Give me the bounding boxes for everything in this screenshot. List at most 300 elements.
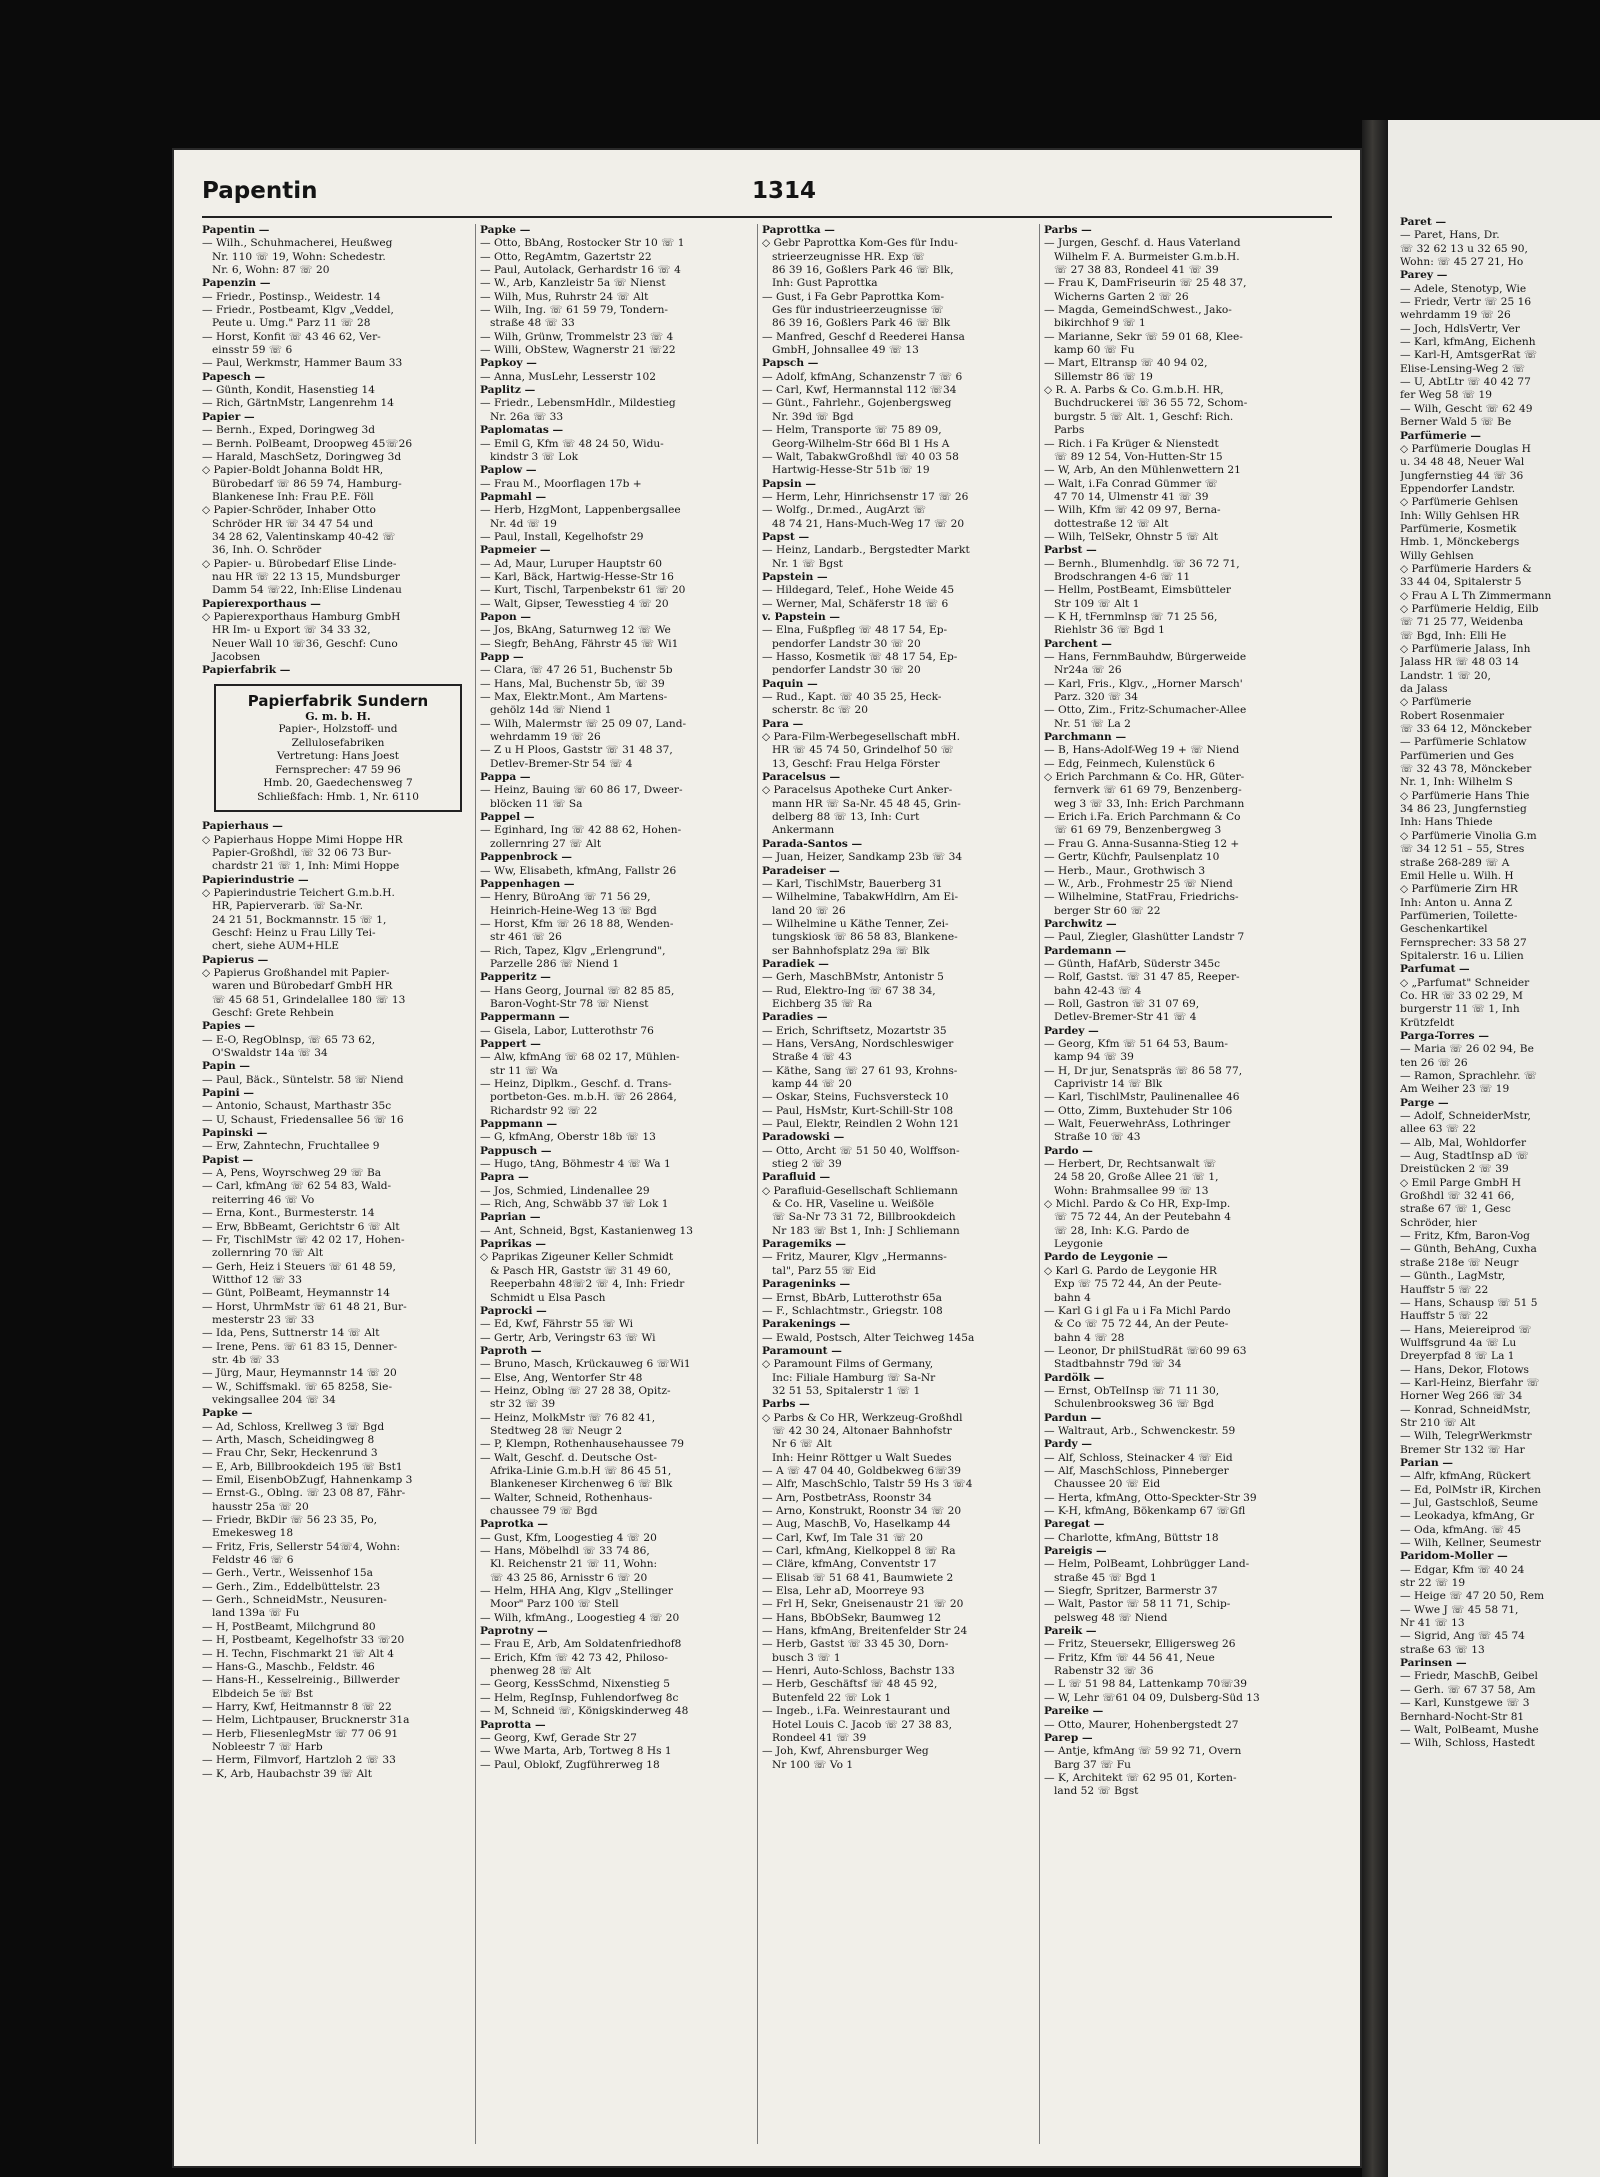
directory-entry-line: HR ☏ 45 74 50, Grindelhof 50 ☏ <box>772 744 954 757</box>
directory-entry-line: mesterstr 23 ☏ 33 <box>212 1313 315 1326</box>
header-rule <box>202 216 1332 218</box>
directory-entry-line: Landstr. 1 ☏ 20, <box>1400 669 1491 682</box>
surname-heading: Papsch — <box>762 357 819 370</box>
directory-entry-line: Hmb. 1, Mönckebergs <box>1400 536 1520 549</box>
directory-entry-line: — Magda, GemeindSchwest., Jako- <box>1044 304 1232 317</box>
directory-entry-line: — Fritz, Steuersekr, Elligersweg 26 <box>1044 1638 1236 1651</box>
column-3 <box>762 224 1034 2154</box>
directory-entry-line: ☏ Sa-Nr 73 31 72, Billbrookdeich <box>772 1211 956 1224</box>
directory-entry-line: ☏ 45 68 51, Grindelallee 180 ☏ 13 <box>212 993 406 1006</box>
directory-entry-line: ☏ 32 62 13 u 32 65 90, <box>1400 242 1528 255</box>
directory-entry-line: Nr 41 ☏ 13 <box>1400 1617 1465 1630</box>
directory-entry-line: — Walt, i.Fa Conrad Gümmer ☏ <box>1044 477 1218 490</box>
surname-heading: Parey — <box>1400 269 1448 282</box>
directory-entry-line: Berner Wald 5 ☏ Be <box>1400 416 1512 429</box>
directory-entry-line: — Alw, kfmAng ☏ 68 02 17, Mühlen- <box>480 1051 680 1064</box>
directory-entry-line: ◇ Paramount Films of Germany, <box>762 1358 934 1371</box>
directory-entry-line: — Helm, Transporte ☏ 75 89 09, <box>762 424 942 437</box>
surname-heading: Pardo de Leygonie — <box>1044 1251 1168 1264</box>
directory-entry-line: — Paul, Oblokf, Zugführerweg 18 <box>480 1758 660 1771</box>
directory-entry-line: ◇ Papierus Großhandel mit Papier- <box>202 966 390 979</box>
directory-entry-line: — Fritz, Maurer, Klgv „Hermanns- <box>762 1251 947 1264</box>
directory-entry-line: — Hans, Meiereiprod ☏ <box>1400 1323 1532 1336</box>
directory-entry-line: Sillemstr 86 ☏ 19 <box>1054 370 1153 383</box>
directory-entry-line: — Wilhelmine, TabakwHdlrn, Am Ei- <box>762 891 959 904</box>
directory-entry-line: — Herb, FliesenlegMstr ☏ 77 06 91 <box>202 1727 399 1740</box>
directory-entry-line: — Edgar, Kfm ☏ 40 24 <box>1400 1563 1525 1576</box>
directory-entry-line: Geschenkartikel <box>1400 923 1488 936</box>
directory-entry-line: Afrika-Linie G.m.b.H ☏ 86 45 51, <box>490 1464 672 1477</box>
directory-entry-line: Schulenbrooksweg 36 ☏ Bgd <box>1054 1398 1215 1411</box>
directory-entry-line: — Erna, Kont., Burmesterstr. 14 <box>202 1207 375 1220</box>
directory-entry-line: — Alf, MaschSchloss, Pinneberger <box>1044 1464 1229 1477</box>
directory-entry-line: — Wilh, Gescht ☏ 62 49 <box>1400 402 1533 415</box>
directory-entry-line: — Rud, Elektro-Ing ☏ 67 38 34, <box>762 984 936 997</box>
directory-entry-line: kamp 60 ☏ Fu <box>1054 344 1135 357</box>
directory-entry-line: — Erich, Kfm ☏ 42 73 42, Philoso- <box>480 1651 668 1664</box>
directory-entry-line: — Juan, Heizer, Sandkamp 23b ☏ 34 <box>762 851 963 864</box>
directory-entry-line: — L ☏ 51 98 84, Lattenkamp 70☏39 <box>1044 1678 1247 1691</box>
directory-entry-line: ☏ 28, Inh: K.G. Pardo de <box>1054 1224 1190 1237</box>
surname-heading: Papentin — <box>202 224 270 236</box>
directory-entry-line: — Hugo, tAng, Böhmestr 4 ☏ Wa 1 <box>480 1158 671 1171</box>
directory-entry-line: pendorfer Landstr 30 ☏ 20 <box>772 637 921 650</box>
directory-entry-line: — Adolf, SchneiderMstr, <box>1400 1110 1531 1123</box>
surname-heading: Paplomatas — <box>480 424 564 437</box>
column-divider <box>475 224 476 2144</box>
directory-entry-line: Rondeel 41 ☏ 39 <box>772 1731 867 1744</box>
directory-entry-line: str 32 ☏ 39 <box>490 1398 556 1411</box>
directory-entry-line: Detlev-Bremer-Str 41 ☏ 4 <box>1054 1011 1197 1024</box>
surname-heading: Paregat — <box>1044 1518 1105 1531</box>
directory-entry-line: ◇ R. A. Parbs & Co. G.m.b.H. HR, <box>1044 384 1224 397</box>
directory-entry-line: Co. HR ☏ 33 02 29, M <box>1400 989 1523 1002</box>
directory-entry-line: — Friedr., Postbeamt, Klgv „Veddel, <box>202 304 394 317</box>
directory-entry-line: portbeton-Ges. m.b.H. ☏ 26 2864, <box>490 1091 677 1104</box>
directory-entry-line: Geschf: Grete Rehbein <box>212 1007 334 1019</box>
directory-entry-line: — K, Architekt ☏ 62 95 01, Korten- <box>1044 1771 1237 1784</box>
directory-entry-line: 24 21 51, Bockmannstr. 15 ☏ 1, <box>212 913 387 926</box>
directory-entry-line: Elise-Lensing-Weg 2 ☏ <box>1400 362 1526 375</box>
directory-entry-line: waren und Bürobedarf GmbH HR <box>212 980 393 993</box>
surname-heading: Papier — <box>202 410 255 423</box>
directory-entry-line: — Horst, Konfit ☏ 43 46 62, Ver- <box>202 330 381 343</box>
directory-entry-line: — Arn, PostbetrAss, Roonstr 34 <box>762 1491 932 1504</box>
directory-entry-line: straße 48 ☏ 33 <box>490 317 575 330</box>
directory-entry-line: — Aug, StadtInsp aD ☏ <box>1400 1150 1529 1163</box>
directory-entry-line: — Günt., Fahrlehr., Gojenbergsweg <box>762 397 952 410</box>
surname-heading: Papke — <box>480 224 531 236</box>
directory-entry-line: phenweg 28 ☏ Alt <box>490 1665 591 1678</box>
surname-heading: Paradiek — <box>762 957 829 970</box>
directory-entry-line: einsstr 59 ☏ 6 <box>212 344 293 357</box>
directory-entry-line: — Harald, MaschSetz, Doringweg 3d <box>202 450 402 463</box>
directory-entry-line: — Ed, PolMstr iR, Kirchen <box>1400 1483 1541 1496</box>
directory-entry-line: chardstr 21 ☏ 1, Inh: Mimi Hoppe <box>212 860 400 873</box>
directory-entry-line: — Bernh., Blumenhdlg. ☏ 36 72 71, <box>1044 557 1240 570</box>
directory-entry-line: chert, siehe AUM+HLE <box>212 940 339 953</box>
directory-entry-line: Leygonie <box>1054 1238 1103 1251</box>
directory-entry-line: — Wilh, TelegrWerkmstr <box>1400 1430 1532 1443</box>
directory-entry-line: — Siegfr, BehAng, Fährstr 45 ☏ Wi1 <box>480 637 679 650</box>
directory-entry-line: — Jul, Gastschloß, Seume <box>1400 1497 1539 1509</box>
directory-entry-line: Fernsprecher: 33 58 27 <box>1400 936 1527 949</box>
directory-entry-line: ◇ Gebr Paprottka Kom-Ges für Indu- <box>762 237 958 250</box>
directory-entry-line: Willy Gehlsen <box>1400 549 1474 562</box>
directory-entry-line: — G, kfmAng, Oberstr 18b ☏ 13 <box>480 1131 656 1144</box>
directory-entry-line: straße 67 ☏ 1, Gesc <box>1400 1203 1511 1216</box>
surname-heading: Para — <box>762 717 804 730</box>
directory-entry-line: ◇ Papier-Boldt Johanna Boldt HR, <box>202 464 384 477</box>
surname-heading: Pappermann — <box>480 1011 570 1024</box>
directory-entry-line: Jungfernstieg 44 ☏ 36 <box>1400 469 1524 482</box>
directory-entry-line: — Roll, Gastron ☏ 31 07 69, <box>1044 997 1200 1010</box>
surname-heading: Paret — <box>1400 216 1447 228</box>
directory-entry-line: — Heinz, Bauing ☏ 60 86 17, Dweer- <box>480 784 683 797</box>
directory-entry-line: — Hans, Dekor, Flotows <box>1400 1363 1529 1376</box>
directory-entry-line: GmbH, Johnsallee 49 ☏ 13 <box>772 344 919 357</box>
directory-entry-line: — Leonor, Dr philStudRät ☏60 99 63 <box>1044 1344 1247 1357</box>
directory-entry-line: straße 63 ☏ 13 <box>1400 1643 1485 1656</box>
directory-entry-line: strieerzeugnisse HR. Exp ☏ <box>772 250 925 263</box>
directory-entry-line: — Carl, Kwf, Im Tale 31 ☏ 20 <box>762 1531 923 1544</box>
directory-entry-line: Georg-Wilhelm-Str 66d Bl 1 Hs A <box>772 437 950 450</box>
directory-entry-line: — K, Arb, Haubachstr 39 ☏ Alt <box>202 1767 372 1780</box>
directory-entry-line: Hotel Louis C. Jacob ☏ 27 38 83, <box>772 1718 952 1731</box>
directory-entry-line: — Frau K, DamFriseurin ☏ 25 48 37, <box>1044 277 1247 290</box>
directory-entry-line: — Oskar, Steins, Fuchsversteck 10 <box>762 1091 949 1104</box>
directory-entry-line: — Friedr., LebensmHdlr., Mildestieg <box>480 397 676 410</box>
directory-entry-line: — Frau M., Moorflagen 17b + <box>480 477 642 490</box>
directory-entry-line: 48 74 21, Hans-Much-Weg 17 ☏ 20 <box>772 517 965 530</box>
directory-entry-line: — Ant, Schneid, Bgst, Kastanienweg 13 <box>480 1224 693 1237</box>
directory-entry-line: — Arno, Konstrukt, Roonstr 34 ☏ 20 <box>762 1505 962 1517</box>
directory-entry-line: Schröder HR ☏ 34 47 54 und <box>212 517 374 530</box>
surname-heading: Paprikas — <box>480 1238 547 1251</box>
directory-entry-line: — Walt, TabakwGroßhdl ☏ 40 03 58 <box>762 450 959 463</box>
directory-entry-line: — W, Lehr ☏61 04 09, Dulsberg-Süd 13 <box>1044 1691 1260 1704</box>
directory-entry-line: — Walt, Pastor ☏ 58 11 71, Schip- <box>1044 1598 1231 1611</box>
directory-entry-line: — M, Schneid ☏, Königskinderweg 48 <box>480 1705 689 1718</box>
directory-entry-line: Neuer Wall 10 ☏36, Geschf: Cuno <box>212 637 398 650</box>
directory-entry-line: Emil Helle u. Wilh. H <box>1400 869 1514 882</box>
directory-entry-line: — Werner, Mal, Schäferstr 18 ☏ 6 <box>762 597 949 610</box>
surname-heading: Paprotta — <box>480 1718 546 1731</box>
directory-entry-line: — Walt, Geschf. d. Deutsche Ost- <box>480 1451 657 1464</box>
directory-entry-line: ◇ Paprikas Zigeuner Keller Schmidt <box>480 1251 674 1264</box>
surname-heading: Pardemann — <box>1044 944 1127 957</box>
directory-entry-line: Chaussee 20 ☏ Eid <box>1054 1478 1161 1491</box>
surname-heading: Papierexporthaus — <box>202 597 321 610</box>
directory-entry-line: wehrdamm 19 ☏ 26 <box>1400 309 1511 322</box>
directory-entry-line: — Gerh., SchneidMstr., Neusuren- <box>202 1594 387 1607</box>
surname-heading: Papierhaus — <box>202 820 283 833</box>
directory-entry-line: Parfümerien, Toilette- <box>1400 909 1518 922</box>
directory-entry-line: — Paul, Bäck., Süntelstr. 58 ☏ Niend <box>202 1073 404 1086</box>
directory-entry-line: — Wilh, Ing. ☏ 61 59 79, Tondern- <box>480 304 669 317</box>
directory-entry-line: ☏ 42 30 24, Altonaer Bahnhofstr <box>772 1424 952 1437</box>
surname-heading: Pappusch — <box>480 1144 552 1157</box>
directory-entry-line: Hartwig-Hesse-Str 51b ☏ 19 <box>772 464 930 477</box>
directory-entry-line: Hauffstr 5 ☏ 22 <box>1400 1310 1489 1323</box>
directory-entry-line: O'Swaldstr 14a ☏ 34 <box>212 1047 328 1060</box>
directory-entry-line: — Siegfr, Spritzer, Barmerstr 37 <box>1044 1585 1218 1598</box>
directory-entry-line: Wulffsgrund 4a ☏ Lu <box>1400 1336 1517 1349</box>
directory-entry-line: ◇ Michl. Pardo & Co HR, Exp-Imp. <box>1044 1198 1231 1211</box>
directory-entry-line: — Walt, FeuerwehrAss, Lothringer <box>1044 1118 1231 1131</box>
column-divider <box>757 224 758 2144</box>
directory-entry-line: — Elna, Fußpfleg ☏ 48 17 54, Ep- <box>762 624 948 637</box>
surname-heading: Paprian — <box>480 1211 541 1224</box>
directory-entry-line: — Otto, Maurer, Hohenbergstedt 27 <box>1044 1718 1239 1731</box>
directory-entry-line: — Max, Elektr.Mont., Am Martens- <box>480 691 668 704</box>
directory-entry-line: Bürobedarf ☏ 86 59 74, Hamburg- <box>212 477 402 490</box>
directory-entry-line: straße 268-289 ☏ A <box>1400 856 1510 869</box>
surname-heading: Papini — <box>202 1087 254 1100</box>
directory-entry-line: — Marianne, Sekr ☏ 59 01 68, Klee- <box>1044 330 1243 343</box>
directory-entry-line: Eppendorfer Landstr. <box>1400 482 1516 495</box>
directory-entry-line: — Wilh, Malermstr ☏ 25 09 07, Land- <box>480 717 687 730</box>
directory-entry-line: — Alb, Mal, Wohldorfer <box>1400 1136 1527 1149</box>
directory-entry-line: — Fritz, Fris, Sellerstr 54☏4, Wohn: <box>202 1540 401 1553</box>
directory-entry-line: — Hans-G., Maschb., Feldstr. 46 <box>202 1660 375 1673</box>
surname-heading: Papperitz — <box>480 971 551 984</box>
directory-entry-line: Nr. 1, Inh: Wilhelm S <box>1400 776 1513 789</box>
directory-entry-line: — W., Arb., Frohmestr 25 ☏ Niend <box>1044 877 1233 890</box>
directory-entry-line: Jalass HR ☏ 48 03 14 <box>1400 656 1519 669</box>
directory-entry-line: Nr. 26a ☏ 33 <box>490 410 564 423</box>
surname-heading: Papies — <box>202 1020 255 1033</box>
directory-entry-line: ser Bahnhofsplatz 29a ☏ Blk <box>772 944 930 957</box>
directory-entry-line: — Walt, Gipser, Tewesstieg 4 ☏ 20 <box>480 597 669 610</box>
directory-entry-line: — Edg, Feinmech, Kulenstück 6 <box>1044 757 1216 770</box>
surname-heading: Parafluid — <box>762 1171 831 1184</box>
directory-entry-line: Inh: Hans Thiede <box>1400 816 1493 829</box>
directory-entry-line: Krützfeldt <box>1400 1016 1455 1029</box>
surname-heading: Parep — <box>1044 1731 1093 1744</box>
directory-entry-line: tungskiosk ☏ 86 58 83, Blankene- <box>772 931 958 944</box>
directory-entry-line: — Georg, Kfm ☏ 51 64 53, Baum- <box>1044 1037 1228 1050</box>
directory-entry-line: — Hans, Mal, Buchenstr 5b, ☏ 39 <box>480 677 665 690</box>
directory-entry-line: — Emil G, Kfm ☏ 48 24 50, Widu- <box>480 437 664 450</box>
directory-entry-line: Kl. Reichenstr 21 ☏ 11, Wohn: <box>490 1558 658 1571</box>
surname-heading: Pareigis — <box>1044 1545 1107 1558</box>
next-page-column <box>1400 216 1600 1751</box>
surname-heading: Pareike — <box>1044 1705 1104 1718</box>
directory-entry-line: ☏ 89 12 54, Von-Hutten-Str 15 <box>1054 450 1223 463</box>
directory-entry-line: — Ewald, Postsch, Alter Teichweg 145a <box>762 1331 975 1344</box>
directory-entry-line: — Karl, Fris., Klgv., „Horner Marsch' <box>1044 677 1243 690</box>
directory-entry-line: — Herm, Filmvorf, Hartzloh 2 ☏ 33 <box>202 1754 396 1767</box>
surname-heading: Papierindustrie — <box>202 873 309 886</box>
directory-entry-line: — Konrad, SchneidMstr, <box>1400 1403 1531 1416</box>
directory-entry-line: — Wilhelmine u Käthe Tenner, Zei- <box>762 917 949 930</box>
directory-entry-line: Nr. 110 ☏ 19, Wohn: Schedestr. <box>212 250 386 263</box>
directory-entry-line: ◇ Erich Parchmann & Co. HR, Güter- <box>1044 771 1245 784</box>
directory-entry-line: — Horst, UhrmMstr ☏ 61 48 21, Bur- <box>202 1300 407 1313</box>
ad-line: Papier-, Holzstoff- und <box>278 723 398 736</box>
surname-heading: Pardy — <box>1044 1438 1092 1451</box>
directory-entry-line: 33 44 04, Spitalerstr 5 <box>1400 576 1522 589</box>
directory-entry-line: Parfümerien und Ges <box>1400 749 1514 762</box>
directory-entry-line: ☏ 71 25 77, Weidenba <box>1400 616 1524 629</box>
surname-heading: Parakenings — <box>762 1318 851 1331</box>
directory-entry-line: — Paul, HsMstr, Kurt-Schill-Str 108 <box>762 1104 954 1117</box>
directory-entry-line: — Karl, Bäck, Hartwig-Hesse-Str 16 <box>480 570 674 583</box>
ad-line: Hmb. 20, Gaedechensweg 7 <box>263 777 413 790</box>
directory-entry-line: Hauffstr 5 ☏ 22 <box>1400 1283 1489 1296</box>
surname-heading: Parge — <box>1400 1096 1449 1109</box>
surname-heading: Papmeier — <box>480 544 551 557</box>
surname-heading: Paradowski — <box>762 1131 845 1144</box>
directory-entry-line: — Herb, HzgMont, Lappenbergsallee <box>480 504 681 517</box>
directory-entry-line: — Herb, Gastst ☏ 33 45 30, Dorn- <box>762 1638 949 1651</box>
directory-entry-line: bahn 4 ☏ 28 <box>1054 1331 1125 1344</box>
directory-entry-line: ◇ Karl G. Pardo de Leygonie HR <box>1044 1264 1217 1277</box>
directory-entry-line: dottestraße 12 ☏ Alt <box>1054 517 1169 530</box>
directory-entry-line: Nr. 1 ☏ Bgst <box>772 557 843 570</box>
directory-entry-line: — Wwe J ☏ 45 58 71, <box>1400 1603 1519 1616</box>
directory-entry-line: ◇ Parafluid-Gesellschaft Schliemann <box>762 1184 958 1197</box>
surname-heading: Parinsen — <box>1400 1657 1467 1670</box>
directory-entry-line: — Helm, Lichtpauser, Brucknerstr 31a <box>202 1714 410 1727</box>
directory-entry-line: — H. Techn, Fischmarkt 21 ☏ Alt 4 <box>202 1647 395 1660</box>
directory-entry-line: — Hasso, Kosmetik ☏ 48 17 54, Ep- <box>762 651 958 663</box>
directory-entry-line: pendorfer Landstr 30 ☏ 20 <box>772 664 921 677</box>
directory-entry-line: allee 63 ☏ 22 <box>1400 1123 1476 1136</box>
directory-entry-line: — Rud., Kapt. ☏ 40 35 25, Heck- <box>762 691 942 704</box>
directory-entry-line: ☏ Bgd, Inh: Elli He <box>1400 629 1507 642</box>
directory-entry-line: — Ernst, ObTelInsp ☏ 71 11 30, <box>1044 1384 1220 1397</box>
directory-entry-line: Straße 10 ☏ 43 <box>1054 1131 1141 1144</box>
directory-entry-line: gehölz 14d ☏ Niend 1 <box>490 704 612 717</box>
directory-entry-line: — Karl G i gl Fa u i Fa Michl Pardo <box>1044 1304 1231 1317</box>
directory-entry-line: kindstr 3 ☏ Lok <box>490 450 579 463</box>
directory-entry-line: Schmidt u Elsa Pasch <box>490 1291 606 1304</box>
directory-entry-line: — Parfümerie Schlatow <box>1400 736 1527 749</box>
directory-entry-line: — Gerh., Zim., Eddelbüttelstr. 23 <box>202 1580 381 1593</box>
surname-heading: Paramount — <box>762 1344 842 1357</box>
directory-entry-line: — Anna, MusLehr, Lesserstr 102 <box>480 370 657 383</box>
directory-entry-line: Nr. 51 ☏ La 2 <box>1054 717 1131 730</box>
directory-entry-line: str 461 ☏ 26 <box>490 931 562 944</box>
directory-entry-line: — Fritz, Kfm, Baron-Vog <box>1400 1230 1530 1243</box>
directory-entry-line: — Jos, BkAng, Saturnweg 12 ☏ We <box>480 624 671 637</box>
directory-entry-line: — Jos, Schmied, Lindenallee 29 <box>480 1184 650 1197</box>
directory-entry-line: Heinrich-Heine-Weg 13 ☏ Bgd <box>490 904 657 917</box>
directory-entry-line: & Pasch HR, Gaststr ☏ 31 49 60, <box>490 1264 672 1277</box>
directory-entry-line: Str 210 ☏ Alt <box>1400 1416 1476 1429</box>
advertisement-box <box>214 684 462 813</box>
directory-entry-line: — Carl, Kwf, Hermannstal 112 ☏34 <box>762 384 957 397</box>
directory-entry-line: Moor" Parz 100 ☏ Stell <box>490 1598 619 1611</box>
directory-entry-line: — Günth., LagMstr, <box>1400 1270 1506 1283</box>
directory-entry-line: Str 109 ☏ Alt 1 <box>1054 597 1140 610</box>
directory-entry-line: — A, Pens, Woyrschweg 29 ☏ Ba <box>202 1167 382 1180</box>
directory-entry-line: — K H, tFernmlnsp ☏ 71 25 56, <box>1044 610 1218 623</box>
directory-entry-line: ◇ Parfümerie Gehlsen <box>1400 496 1519 509</box>
directory-entry-line: Damm 54 ☏22, Inh:Elise Lindenau <box>212 584 402 597</box>
directory-entry-line: — U, Schaust, Friedensallee 56 ☏ 16 <box>202 1113 404 1126</box>
column-4 <box>1044 224 1316 2154</box>
directory-entry-line: — Gertr, Küchfr, Paulsenplatz 10 <box>1044 851 1220 864</box>
directory-entry-line: — Hildegard, Telef., Hohe Weide 45 <box>762 584 955 597</box>
directory-entry-line: Blankenese Inh: Frau P.E. Föll <box>212 490 374 503</box>
directory-entry-line: bahn 42-43 ☏ 4 <box>1054 984 1142 997</box>
directory-entry-line: HR Im- u Export ☏ 34 33 32, <box>212 624 371 637</box>
directory-entry-line: — Helm, PolBeamt, Lohbrügger Land- <box>1044 1558 1250 1571</box>
directory-entry-line: — Wolfg., Dr.med., AugArzt ☏ <box>762 504 927 517</box>
directory-entry-line: Richardstr 92 ☏ 22 <box>490 1104 598 1117</box>
directory-entry-line: ◇ Parfümerie <box>1400 696 1472 709</box>
directory-entry-line: land 20 ☏ 26 <box>772 904 846 917</box>
directory-entry-line: — Gerh, Heiz i Steuers ☏ 61 48 59, <box>202 1260 396 1273</box>
directory-entry-line: Papier-Großhdl, ☏ 32 06 73 Bur- <box>212 846 392 859</box>
ad-company-name: Papierfabrik Sundern <box>247 691 429 710</box>
directory-entry-line: — Joch, HdlsVertr, Ver <box>1400 322 1520 335</box>
directory-entry-line: — Frau G. Anna-Susanna-Stieg 12 + <box>1044 837 1240 850</box>
directory-entry-line: — Alf, Schloss, Steinacker 4 ☏ Eid <box>1044 1451 1233 1464</box>
surname-heading: Paridom-Moller — <box>1400 1550 1508 1563</box>
directory-entry-line: stieg 2 ☏ 39 <box>772 1158 842 1171</box>
directory-entry-line: — Heinz, MolkMstr ☏ 76 82 41, <box>480 1411 656 1424</box>
directory-entry-line: — Paul, Install, Kegelhofstr 29 <box>480 530 644 543</box>
directory-entry-line: — Ernst, BbArb, Lutterothstr 65a <box>762 1291 942 1304</box>
directory-entry-line: Witthof 12 ☏ 33 <box>212 1273 303 1286</box>
directory-entry-line: Am Weiher 23 ☏ 19 <box>1400 1083 1510 1096</box>
directory-entry-line: weg 3 ☏ 33, Inh: Erich Parchmann <box>1054 797 1245 810</box>
directory-entry-line: Rabenstr 32 ☏ 36 <box>1054 1665 1154 1678</box>
directory-entry-line: — Hans, Schausp ☏ 51 5 <box>1400 1296 1538 1309</box>
directory-entry-line: pelsweg 48 ☏ Niend <box>1054 1611 1168 1624</box>
surname-heading: Paragemiks — <box>762 1238 846 1251</box>
directory-entry-line: & Co. HR, Vaseline u. Weißöle <box>772 1198 935 1211</box>
page-header <box>202 178 1332 218</box>
surname-heading: Pappert — <box>480 1037 541 1050</box>
directory-entry-line: ☏ 61 69 79, Benzenbergweg 3 <box>1054 824 1222 837</box>
directory-entry-line: Wohn: ☏ 45 27 21, Ho <box>1400 256 1524 269</box>
directory-entry-line: — Emil, EisenbObZugf, Hahnenkamp 3 <box>202 1474 413 1487</box>
directory-entry-line: — Irene, Pens. ☏ 61 83 15, Denner- <box>202 1340 398 1353</box>
directory-entry-line: ◇ Papierindustrie Teichert G.m.b.H. <box>202 886 395 899</box>
directory-entry-line: reiterring 46 ☏ Vo <box>212 1193 315 1206</box>
directory-entry-line: Ges für industrieerzeugnisse ☏ <box>772 304 944 317</box>
surname-heading: Parga-Torres — <box>1400 1029 1489 1042</box>
directory-entry-line: Inh: Heinr Röttger u Walt Suedes <box>772 1451 952 1464</box>
directory-entry-line: wehrdamm 19 ☏ 26 <box>490 731 601 744</box>
directory-entry-line: Peute u. Umg." Parz 11 ☏ 28 <box>212 317 371 330</box>
directory-entry-line: ten 26 ☏ 26 <box>1400 1056 1468 1069</box>
ad-line: Zellulosefabriken <box>291 736 385 749</box>
directory-entry-line: Nr. 39d ☏ Bgd <box>772 410 854 423</box>
directory-entry-line: — Wilh, Mus, Ruhrstr 24 ☏ Alt <box>480 290 649 303</box>
directory-entry-line: ☏ 43 25 86, Arnisstr 6 ☏ 20 <box>490 1571 648 1584</box>
directory-entry-line: 34 86 23, Jungfernstieg <box>1400 803 1527 816</box>
surname-heading: Paplitz — <box>480 384 536 397</box>
directory-entry-line: burgerstr 11 ☏ 1, Inh <box>1400 1003 1520 1016</box>
directory-entry-line: Inh: Gust Paprottka <box>772 277 878 290</box>
directory-entry-line: — Otto, Zimm, Buxtehuder Str 106 <box>1044 1104 1233 1117</box>
directory-entry-line: tal", Parz 55 ☏ Eid <box>772 1264 876 1277</box>
directory-entry-line: blöcken 11 ☏ Sa <box>490 797 583 810</box>
directory-entry-line: bikirchhof 9 ☏ 1 <box>1054 317 1146 330</box>
directory-entry-line: — Otto, BbAng, Rostocker Str 10 ☏ 1 <box>480 237 685 250</box>
directory-entry-line: — Antje, kfmAng ☏ 59 92 71, Overn <box>1044 1745 1242 1758</box>
surname-heading: Paprottka — <box>762 224 835 236</box>
directory-entry-line: — Frau E, Arb, Am Soldatenfriedhof8 <box>480 1638 682 1651</box>
directory-entry-line: — Frau Chr, Sekr, Heckenrund 3 <box>202 1447 378 1460</box>
directory-entry-line: — Hans, kfmAng, Breitenfelder Str 24 <box>762 1625 968 1638</box>
